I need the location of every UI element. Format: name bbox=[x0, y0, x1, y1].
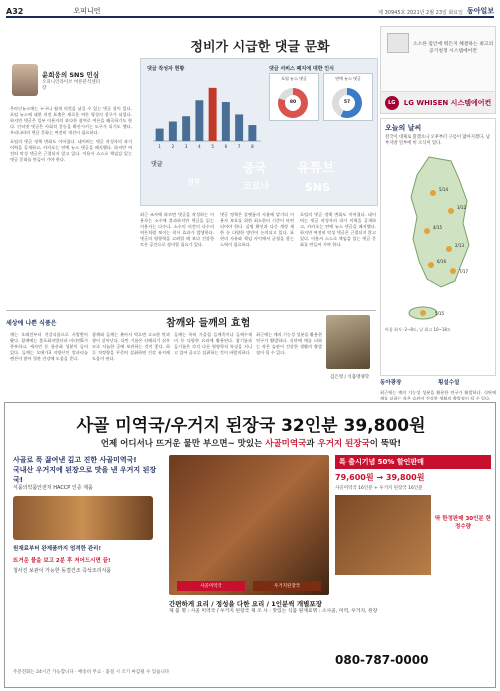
weather-title: 오늘의 날씨 bbox=[385, 124, 422, 132]
chart-bar bbox=[182, 116, 190, 141]
sesame-photo bbox=[326, 315, 370, 369]
author-role: 오피니언라이브 여론분석센터장 bbox=[42, 80, 100, 91]
middle-column-3: 들깨는 특히 가을철 들깨죽이나 들깨수제비 등 다양한 요리에 활용된다. 참기름과 들기름은 각각 다른 영양학적 특징을 지니고 있어 골고루 섭취하는 것이 바람직하다. bbox=[174, 332, 252, 355]
ad-left-panel: 사골로 푹 끓여낸 깊고 진한 사골미역국! 국내산 우거지에 된장으로 맛을 낸 우거지 된장국! 식품의약품안전처 HACCP 인증 제품 원재료부터 완제품까지 엄격한 관리! 뜨거운 물을 보고 2분 후 저어드시면 끝! 청사진 보관이 가능한 동결건조 즉석조리식품 bbox=[13, 455, 163, 651]
weather-panel bbox=[380, 118, 496, 376]
discount-price: 79,600원 → 39,800원 bbox=[335, 473, 425, 482]
author-photo bbox=[12, 64, 38, 96]
word-tag: 정부 bbox=[187, 178, 201, 186]
haccp-note: 원재료부터 완제품까지 엄격한 관리! bbox=[13, 546, 101, 552]
limited-promo: 딱 한정판매 30인분 한정수량 bbox=[435, 516, 491, 530]
cooking-instruction: 뜨거운 물을 보고 2분 후 저어드시면 끝! bbox=[13, 558, 111, 564]
x-tick-label: 1 bbox=[158, 144, 161, 149]
word-tag: 코로나 bbox=[243, 182, 270, 192]
opinion-column-4: 포털의 댓글 정책 변화도 이어졌다. 네이버는 댓글 작성자의 과거 이력을 공개하고, 카카오는 연예 뉴스 댓글을 폐지했다. 하지만 여전히 악성 댓글은 근절되지 않고 있다. 이용자 스스로 책임감 있는 댓글 문화를 만들어 가야 한다. bbox=[300, 212, 376, 247]
issue-meta: 제 30945호 2021년 2월 23일 화요일 bbox=[378, 10, 463, 16]
chart-bar bbox=[195, 100, 203, 141]
middle-column-2: 참깨와 들깨는 볶아서 먹으면 고소한 맛과 향이 살아난다. 다만 기름은 산패되기 쉬우므로 서늘한 곳에 보관하는 것이 좋다. 하루 적정량을 꾸준히 섭취하면 건강 유지에 도움이 된다. bbox=[92, 332, 170, 361]
product-box-photo bbox=[335, 495, 431, 575]
word-cloud bbox=[147, 155, 375, 203]
opinion-column-3: 댓글 정책은 플랫폼의 자율에 맡기되 이용자 보호를 위한 최소한의 기준이 마련되어야 한다. 실명 확인과 다중 계정 제한 등 다양한 방안이 논의되고 있다. 표현의 자유와 책임 사이에서 균형을 찾는 노력이 필요하다. bbox=[220, 212, 294, 247]
x-tick-label: 5 bbox=[211, 144, 214, 149]
donut-entertainment: 57 bbox=[332, 88, 362, 118]
service-box-entertainment: 연예 뉴스 댓글 57 bbox=[323, 73, 373, 121]
city-temp: 4/15 bbox=[433, 225, 442, 230]
column-series-label: 세상에 나쁜 식품은 bbox=[6, 320, 57, 327]
x-tick-label: 3 bbox=[184, 144, 188, 149]
service-box-portal: 포털 뉴스 댓글 80 bbox=[269, 73, 319, 121]
word-tag: SNS bbox=[305, 181, 331, 194]
bundle-note: 사골미역국 16인분 + 우거지 된장국 16인분 bbox=[335, 486, 423, 491]
opinion-column-2: 최근 조사에 따르면 댓글을 작성하는 이용자는 소수에 불과하지만 댓글을 읽는 이용자는 다수다. 소수의 의견이 다수의 여론처럼 보이는 착시 효과가 발생한다. 댓글의 영향력을 고려할 때 보다 건강한 토론 공간으로 정비할 필요가 있다. bbox=[140, 212, 214, 247]
author-box bbox=[12, 64, 102, 102]
column-header-left: 동아광장 bbox=[380, 380, 402, 386]
middle-column-4: 최근에는 깨의 기능성 성분을 활용한 연구가 활발하다. 식단에 깨를 더하는 작은 습관이 건강한 생활의 출발점이 될 수 있다. bbox=[256, 332, 322, 355]
product-photo bbox=[169, 455, 329, 595]
section-name: 오피니언 bbox=[73, 7, 101, 15]
weather-description: 전국이 대체로 맑겠으나 오후부터 구름이 많아지겠다. 남부지방 일부에 비 소식이 있다. bbox=[385, 135, 491, 146]
newspaper-brand: 동아일보 bbox=[466, 7, 494, 15]
city-temp: 7/17 bbox=[459, 269, 468, 274]
ad-headline: 사골 미역국/우거지 된장국 32인분 39,800원 bbox=[76, 416, 426, 436]
city-temp: 5/14 bbox=[439, 187, 448, 192]
ad-right-panel bbox=[335, 455, 491, 651]
launch-badge: 특 출시기념 50% 할인판매 bbox=[335, 455, 491, 469]
bar-chart bbox=[145, 75, 263, 151]
ad-footer: 간편하게 요리 / 정성을 다한 요리 / 1인분씩 개별포장 제 품 명 : 사골 미역국 / 우거지 된장국 제 조 사 : 맛있는 식품 원재료명 : 소사골, 미역, 우거지, 된장 bbox=[169, 600, 378, 614]
donut-portal: 80 bbox=[278, 88, 308, 118]
x-tick-label: 6 bbox=[224, 144, 228, 149]
infographic bbox=[140, 58, 378, 206]
x-tick-label: 2 bbox=[171, 144, 175, 149]
word-tag: 유튜브 bbox=[297, 161, 335, 176]
sidebar-column-text: 최근에는 깨의 기능성 성분을 활용한 연구가 활발하다. 식단에 깨를 더하는 작은 습관이 건강한 생활의 출발점이 될 수 있다. bbox=[380, 390, 496, 400]
x-tick-label: 4 bbox=[198, 144, 201, 149]
chart-title: 댓글 작성자 현황 bbox=[147, 66, 185, 72]
lg-advertisement[interactable] bbox=[380, 26, 496, 114]
ad-price: 39,800원 bbox=[343, 416, 426, 436]
city-temp: 3/12 bbox=[457, 205, 466, 210]
korea-map bbox=[389, 153, 489, 323]
page-number: A32 bbox=[6, 7, 24, 16]
middle-column-1: 깨는 오래전부터 건강식품으로 사랑받아 왔다. 참깨에는 불포화지방산과 비타민E가 풍부하고, 세사민 등 항산화 성분이 들어 있다. 들깨는 오메가3 지방산인 알파리놀렌산이 많아 혈관 건강에 도움을 준다. bbox=[10, 332, 88, 361]
chart-bar bbox=[169, 122, 177, 141]
lg-brand-bar bbox=[381, 91, 495, 113]
order-phone[interactable]: 080-787-0000 bbox=[335, 653, 429, 667]
chart-bar bbox=[248, 125, 256, 141]
chart-bar bbox=[222, 102, 230, 141]
column-header-right: 횡설수설 bbox=[438, 380, 460, 386]
lg-logo-icon: LG bbox=[385, 96, 399, 110]
service-title: 댓글 서비스 폐지에 대한 인식 bbox=[269, 66, 334, 72]
lg-ad-copy: 소소한 집안에 뭐든지 해결하는 최고의 공기청정 시스템에어컨 bbox=[412, 42, 494, 54]
food-photo bbox=[13, 496, 153, 540]
section-divider bbox=[6, 310, 376, 311]
chart-bar bbox=[156, 129, 164, 141]
city-temp: 5/15 bbox=[435, 311, 444, 316]
air-conditioner-icon bbox=[387, 33, 409, 53]
x-tick-label: 8 bbox=[251, 144, 254, 149]
city-temp: 2/13 bbox=[455, 243, 464, 248]
opinion-headline: 정비가 시급한 댓글 문화 bbox=[190, 40, 330, 55]
word-tag: 중국 bbox=[243, 161, 267, 175]
opinion-column-1: 온라인뉴스에는 누구나 쉽게 의견을 남길 수 있는 댓글 창이 있다. 포털 뉴스에 대한 의견 표출은 새로운 여론 형성의 창구가 되었다. 하지만 댓글은 일부 이용자의 과다한 참여로 여론을 왜곡하기도 한다. 인터넷 댓글은 사회적 갈등을 확산시키는 도구가 되기도 했다. 우리나라의 댓글 문화는 여전히 개선이 필요하다. 포털의 댓글 정책 변화도 이어졌다. 네이버는 댓글 작성자의 과거 이력을 공개하고, 카카오는 연예 뉴스 댓글을 폐지했다. 하지만 여전히 악성 댓글은 근절되지 않고 있다. 이용자 스스로 책임감 있는 댓글 문화를 만들어 가야 한다. bbox=[10, 106, 132, 162]
ad-bottom-note: 주문전화는 24시간 가능합니다 · 배송비 무료 · 품절 시 조기 마감될 수 있습니다 bbox=[13, 670, 170, 675]
food-advertisement[interactable] bbox=[4, 402, 496, 688]
lg-brand-name: LG WHISEN 시스템에어컨 bbox=[403, 98, 492, 107]
weather-lower-note: 아침 최저 -2~8도, 낮 최고 10~18도 bbox=[385, 327, 451, 332]
city-temp: 6/16 bbox=[437, 259, 446, 264]
ad-subheadline: 언제 어디서나 뜨거운 물만 부으면~ 맛있는 사골미역국과 우거지 된장국이 뚝딱! bbox=[100, 439, 402, 449]
chart-bar bbox=[235, 114, 243, 141]
package-label-b: 우거지된장국 bbox=[253, 581, 321, 591]
author-name: 윤희웅의 SNS 민심 bbox=[42, 71, 100, 79]
middle-headline: 참깨와 들깨의 효험 bbox=[166, 318, 251, 329]
word-tag: 댓글 bbox=[151, 161, 163, 168]
middle-author: 김은영 / 식품영양학 bbox=[330, 375, 370, 380]
x-tick-label: 7 bbox=[237, 144, 241, 149]
masthead bbox=[6, 4, 494, 18]
chart-bar bbox=[209, 88, 217, 141]
package-label-a: 사골미역국 bbox=[177, 581, 245, 591]
